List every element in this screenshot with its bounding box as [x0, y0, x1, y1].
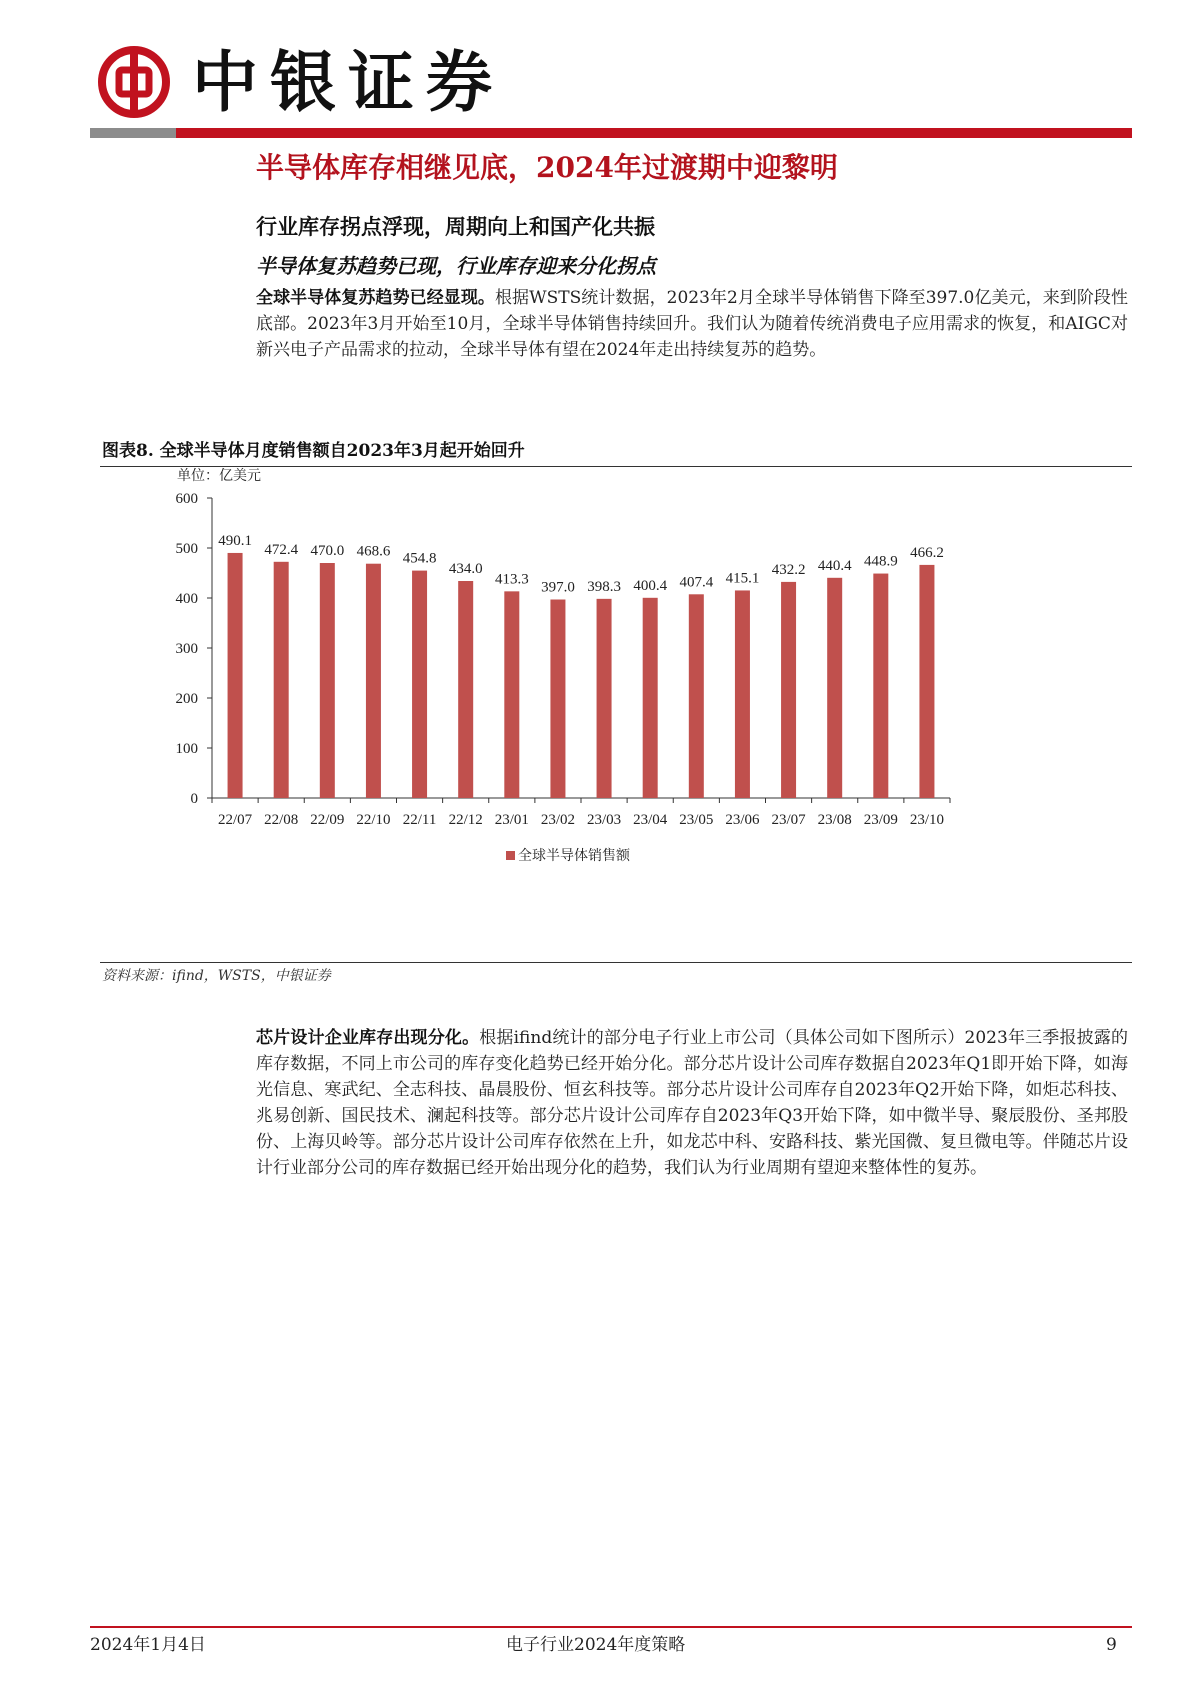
y-tick-label: 300: [175, 641, 198, 657]
bar-value-label: 400.4: [633, 577, 668, 594]
paragraph-text: 根据ifind统计的部分电子行业上市公司（具体公司如下图所示）2023年三季报披露的库存数据，不同上市公司的库存变化趋势已经开始分化。部分芯片设计公司库存数据自2023年Q1即开始下降，如海光信息、寒武纪、全志科技、晶晨股份、恒玄科技等。部分芯片设计公司库存自2023年Q2开始下降，如炬芯科技、兆易创新、国民技术、澜起科技等。部分芯片设计公司库存自2023年Q3开始下降，如中微半导、聚辰股份、圣邦股份、上海贝岭等。部分芯片设计公司库存依然在上升，如龙芯中科、安路科技、紫光国微、复旦微电等。伴随芯片设计行业部分公司的库存数据已经开始出现分化的趋势，我们认为行业周期有望迎来整体性的复苏。: [256, 1028, 1128, 1178]
bank-of-china-logo: [98, 46, 170, 118]
sales-bar-chart: [150, 469, 1050, 950]
x-tick-label: 22/11: [402, 812, 437, 828]
brand-name: 中银证券: [192, 43, 504, 121]
chart-legend: [506, 847, 631, 864]
bar-value-label: 472.4: [264, 541, 299, 558]
bar: [689, 594, 704, 798]
paragraph-lead: 全球半导体复苏趋势已经显现。: [256, 288, 495, 308]
bar: [919, 565, 934, 798]
x-tick-label: 22/07: [217, 812, 253, 828]
x-axis: [212, 798, 950, 828]
bar: [781, 582, 796, 798]
bar: [458, 581, 473, 798]
x-tick-label: 22/10: [356, 812, 391, 828]
chart-unit-label: 单位：亿美元: [177, 469, 261, 484]
bar: [274, 562, 289, 798]
x-tick-label: 23/08: [817, 812, 852, 828]
y-axis: [176, 491, 213, 807]
footer-rule: [90, 1626, 1132, 1628]
figure-caption: 图表8. 全球半导体月度销售额自2023年3月起开始回升: [102, 441, 525, 461]
paragraph-chip-design-inventory: [256, 1025, 1128, 1181]
x-tick-label: 22/12: [448, 812, 483, 828]
sub-subtitle: 半导体复苏趋势已现，行业库存迎来分化拐点: [256, 254, 656, 278]
x-tick-label: 23/01: [494, 812, 529, 828]
bar-value-label: 413.3: [494, 571, 529, 588]
bar: [643, 598, 658, 798]
x-tick-label: 23/07: [771, 812, 806, 828]
legend-swatch: [506, 851, 515, 860]
paragraph-text: 根据WSTS统计数据，2023年2月全球半导体销售下降至397.0亿美元，来到阶段性底部。2023年3月开始至10月，全球半导体销售持续回升。我们认为随着传统消费电子应用需求的恢复，和AIGC对新兴电子产品需求的拉动，全球半导体有望在2024年走出持续复苏的趋势。: [256, 288, 1128, 360]
paragraph-lead: 芯片设计企业库存出现分化。: [256, 1028, 480, 1048]
bar: [827, 578, 842, 798]
bar: [735, 590, 750, 798]
bar-value-label: 432.2: [771, 561, 806, 578]
x-tick-label: 22/09: [310, 812, 345, 828]
figure-rule-top: [100, 466, 1132, 467]
bar-value-label: 454.8: [402, 550, 437, 567]
y-tick-label: 600: [175, 491, 198, 507]
bar-value-label: 407.4: [679, 574, 714, 591]
y-tick-label: 400: [175, 591, 198, 607]
bar-value-label: 468.6: [356, 543, 391, 560]
bar-value-label: 434.0: [448, 561, 483, 577]
bar: [597, 599, 612, 798]
bar-value-label: 470.0: [310, 543, 345, 559]
bar: [873, 574, 888, 798]
footer-title: 电子行业2024年度策略: [506, 1635, 686, 1655]
x-tick-label: 23/03: [586, 812, 622, 828]
bar-value-label: 397.0: [541, 579, 575, 596]
bar-value-label: 490.1: [218, 532, 252, 549]
x-tick-label: 22/08: [264, 812, 299, 828]
header-bar-grey: [90, 128, 176, 138]
x-tick-label: 23/06: [725, 812, 760, 828]
bar-value-label: 448.9: [863, 553, 898, 570]
bar: [320, 563, 335, 798]
figure-source: 资料来源：ifind，WSTS，中银证券: [102, 968, 331, 984]
header-bar-red: [176, 128, 1132, 138]
bar: [366, 564, 381, 798]
y-tick-label: 200: [175, 691, 198, 707]
page-number: 9: [1106, 1635, 1117, 1655]
bar-value-label: 415.1: [725, 570, 760, 587]
bars: [218, 533, 944, 798]
bar: [412, 571, 427, 798]
y-tick-label: 500: [175, 541, 198, 557]
x-tick-label: 23/09: [863, 812, 898, 828]
figure-rule-bottom: [100, 962, 1132, 963]
paragraph-semiconductor-recovery: [256, 285, 1128, 363]
bar-value-label: 440.4: [817, 557, 852, 574]
bar-value-label: 466.2: [910, 544, 944, 561]
y-tick-label: 0: [190, 791, 198, 807]
x-tick-label: 23/04: [633, 812, 668, 828]
subtitle: 行业库存拐点浮现，周期向上和国产化共振: [256, 214, 655, 239]
x-tick-label: 23/10: [909, 812, 945, 828]
x-tick-label: 23/05: [679, 812, 714, 828]
bar-value-label: 398.3: [587, 578, 621, 595]
y-tick-label: 100: [175, 741, 198, 757]
footer-date: 2024年1月4日: [90, 1635, 206, 1655]
bar: [228, 553, 243, 798]
section-title: 半导体库存相继见底，2024年过渡期中迎黎明: [256, 151, 838, 184]
legend-label: 全球半导体销售额: [518, 849, 630, 864]
bar: [504, 591, 519, 798]
bar: [550, 600, 565, 799]
x-tick-label: 23/02: [540, 812, 576, 828]
